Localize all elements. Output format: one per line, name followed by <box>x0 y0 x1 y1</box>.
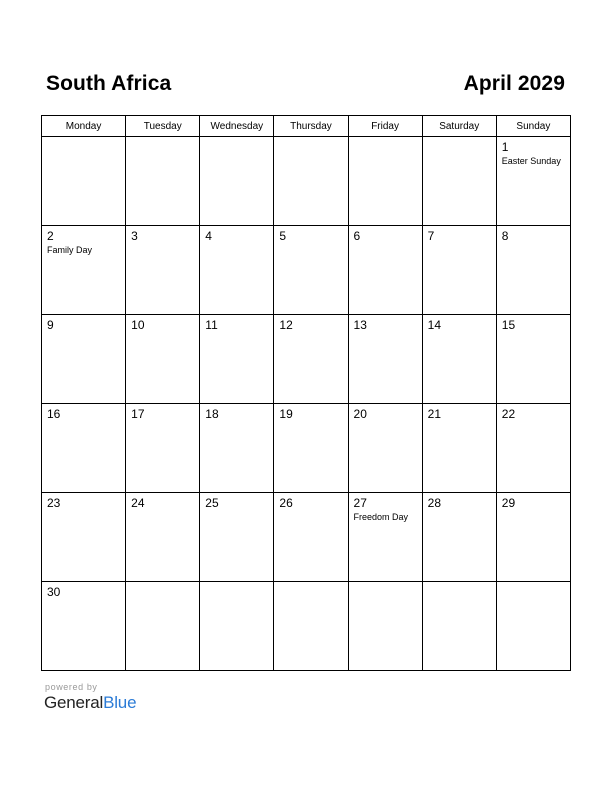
day-number: 7 <box>427 229 435 243</box>
day-number: 12 <box>279 318 293 332</box>
weekday-header-row <box>42 116 571 137</box>
day-cell <box>200 315 274 404</box>
empty-day-cell <box>200 137 274 226</box>
day-number: 14 <box>427 318 442 332</box>
empty-day-cell <box>200 582 274 671</box>
day-cell <box>126 315 200 404</box>
day-number: 27 <box>353 496 367 510</box>
month-calendar-grid <box>41 115 571 671</box>
day-cell <box>348 315 422 404</box>
brand-blue-text: Blue <box>103 693 137 712</box>
day-cell <box>42 493 126 582</box>
day-cell <box>274 226 348 315</box>
day-cell <box>200 493 274 582</box>
weekday-header: Tuesday <box>126 116 200 137</box>
empty-day-cell <box>126 582 200 671</box>
day-number: 5 <box>279 229 287 243</box>
day-number: 8 <box>501 229 509 243</box>
day-number: 23 <box>47 496 61 510</box>
day-number: 3 <box>131 229 138 243</box>
day-number: 22 <box>501 407 516 421</box>
holiday-label: Freedom Day <box>353 512 409 522</box>
week-row <box>42 137 571 226</box>
day-number: 18 <box>205 407 219 421</box>
day-number: 13 <box>353 318 367 332</box>
day-cell <box>42 315 126 404</box>
day-number: 17 <box>131 407 145 421</box>
day-number: 6 <box>353 229 361 243</box>
day-cell <box>42 582 126 671</box>
day-cell <box>496 137 570 226</box>
day-cell <box>496 226 570 315</box>
day-cell <box>496 493 570 582</box>
day-number: 15 <box>501 318 516 332</box>
day-cell <box>126 404 200 493</box>
day-cell <box>348 404 422 493</box>
holiday-label: Easter Sunday <box>501 156 561 166</box>
day-cell <box>126 226 200 315</box>
week-row <box>42 493 571 582</box>
empty-day-cell <box>422 582 496 671</box>
day-number: 4 <box>205 229 212 243</box>
empty-day-cell <box>348 137 422 226</box>
weekday-header: Saturday <box>422 116 496 137</box>
week-row <box>42 404 571 493</box>
weekday-header: Monday <box>42 116 126 137</box>
day-cell <box>274 493 348 582</box>
day-number: 1 <box>501 140 509 154</box>
calendar-weeks <box>42 137 571 671</box>
holiday-label: Family Day <box>47 245 93 255</box>
weekday-header: Sunday <box>496 116 570 137</box>
day-number: 9 <box>47 318 54 332</box>
day-cell <box>496 404 570 493</box>
empty-day-cell <box>348 582 422 671</box>
day-number: 25 <box>205 496 219 510</box>
day-number: 26 <box>279 496 293 510</box>
day-number: 2 <box>47 229 54 243</box>
weekday-header: Wednesday <box>200 116 274 137</box>
week-row <box>42 582 571 671</box>
day-cell <box>496 315 570 404</box>
day-cell <box>42 226 126 315</box>
day-number: 30 <box>47 585 61 599</box>
day-cell <box>348 226 422 315</box>
day-cell <box>126 493 200 582</box>
month-year-title: April 2029 <box>463 72 565 95</box>
week-row <box>42 226 571 315</box>
day-number: 28 <box>427 496 442 510</box>
generalblue-logo[interactable] <box>44 693 136 713</box>
day-cell <box>422 315 496 404</box>
day-cell <box>422 404 496 493</box>
day-cell <box>200 226 274 315</box>
empty-day-cell <box>126 137 200 226</box>
empty-day-cell <box>422 137 496 226</box>
day-cell <box>274 404 348 493</box>
country-title: South Africa <box>46 72 172 95</box>
day-cell <box>422 493 496 582</box>
empty-day-cell <box>274 582 348 671</box>
day-number: 29 <box>501 496 516 510</box>
day-number: 20 <box>353 407 367 421</box>
powered-by-text: powered by <box>45 682 98 692</box>
day-number: 16 <box>47 407 61 421</box>
day-cell <box>348 493 422 582</box>
day-number: 11 <box>205 318 218 332</box>
brand-general-text: General <box>44 693 104 712</box>
day-number: 21 <box>427 407 442 421</box>
day-cell <box>200 404 274 493</box>
empty-day-cell <box>496 582 570 671</box>
day-number: 24 <box>131 496 145 510</box>
day-cell <box>274 315 348 404</box>
footer-branding <box>44 682 136 713</box>
empty-day-cell <box>274 137 348 226</box>
day-cell <box>42 404 126 493</box>
week-row <box>42 315 571 404</box>
day-cell <box>422 226 496 315</box>
weekday-header: Friday <box>348 116 422 137</box>
weekday-header: Thursday <box>274 116 348 137</box>
day-number: 10 <box>131 318 145 332</box>
day-number: 19 <box>279 407 293 421</box>
calendar-header <box>46 70 565 98</box>
empty-day-cell <box>42 137 126 226</box>
